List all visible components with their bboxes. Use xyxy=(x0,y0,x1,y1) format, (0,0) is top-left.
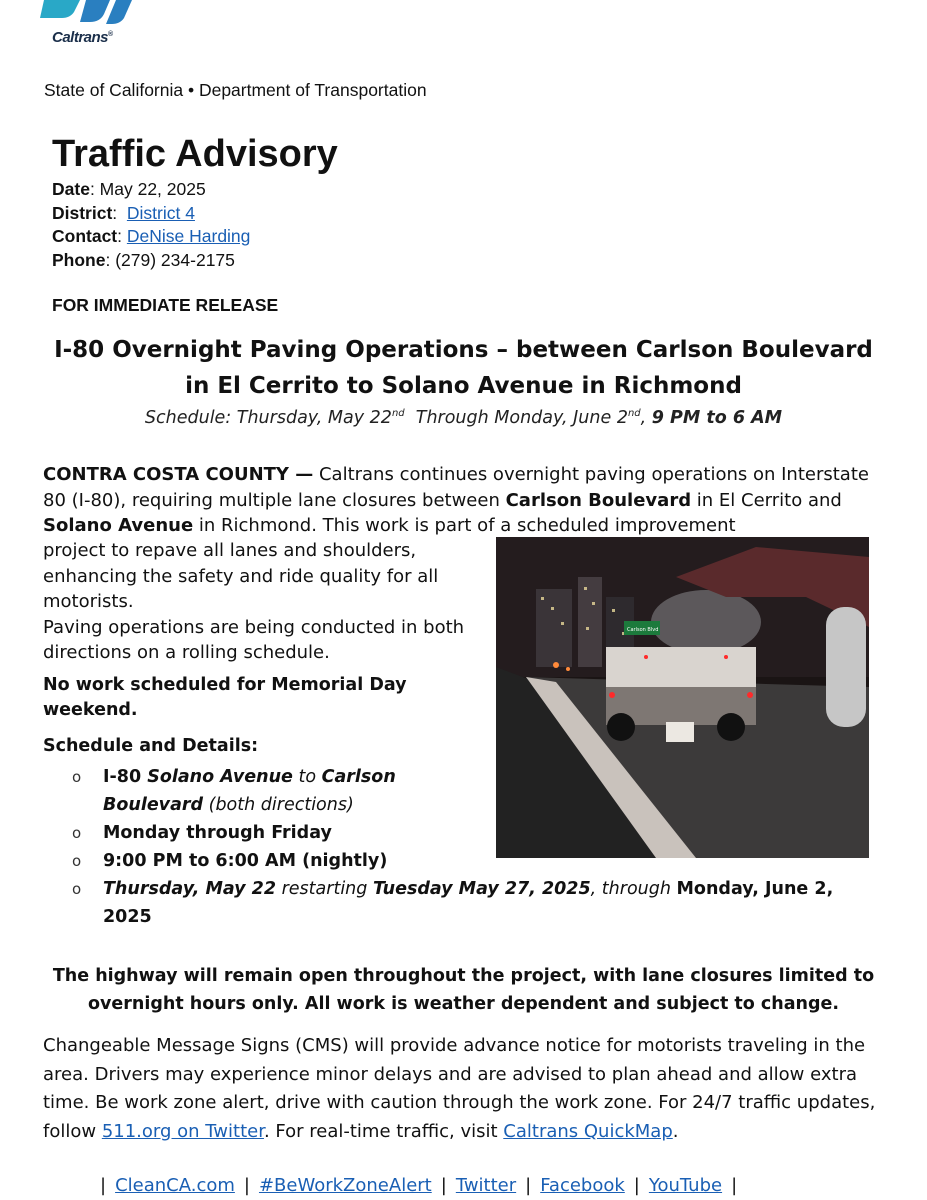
youtube-link[interactable]: YouTube xyxy=(648,1175,723,1196)
list-item: o 9:00 PM to 6:00 AM (nightly) xyxy=(72,851,388,871)
date-row: Date: May 22, 2025 xyxy=(52,179,206,199)
511-twitter-link[interactable]: 511.org on Twitter xyxy=(101,1120,264,1142)
release-label: FOR IMMEDIATE RELEASE xyxy=(52,295,279,315)
district-link[interactable]: District 4 xyxy=(126,202,195,223)
sign-text: Carlson Blvd xyxy=(627,627,659,633)
district-row: District: District 4 xyxy=(52,202,195,223)
twitter-link[interactable]: Twitter xyxy=(455,1175,517,1196)
intro-paragraph: CONTRA COSTA COUNTY — Caltrans continues overnight paving operations on Interstate 80 (I-80), requiring multiple lane closures between Carlson Boulevard in El Cerrito and Solano Avenue in Richmond. This work is part of a scheduled improvement xyxy=(43,464,869,536)
quickmap-link[interactable]: Caltrans QuickMap xyxy=(503,1120,673,1142)
cms-paragraph: Changeable Message Signs (CMS) will provide advance notice for motorists traveling in the area. Drivers may experience minor delays and are advised to plan ahead and allow extra time. Be work zone alert, drive with caution through the work zone. For 24/7 traffic updates, follow 511.org on Twitter. For real-time traffic, visit Caltrans QuickMap. xyxy=(43,1035,876,1142)
logo-wordmark: Caltrans® xyxy=(52,29,113,46)
schedule-heading: Schedule and Details: xyxy=(43,736,259,756)
facebook-link[interactable]: Facebook xyxy=(540,1175,625,1196)
phone-row: Phone: (279) 234-2175 xyxy=(52,249,235,270)
beworkzonealert-link[interactable]: #BeWorkZoneAlert xyxy=(258,1175,432,1196)
no-work-notice: No work scheduled for Memorial Day weekend. xyxy=(43,675,407,720)
advisory-meta xyxy=(52,178,250,272)
headline: I-80 Overnight Paving Operations – between Carlson Boulevard in El Cerrito to Solano Avenue in Richmond xyxy=(54,337,873,399)
list-item: o Thursday, May 22 restarting Tuesday May 27, 2025, through Monday, June 2, 2025 xyxy=(72,879,834,927)
highway-open-notice: The highway will remain open throughout the project, with lane closures limited to overnight hours only. All work is weather dependent and subject to change. xyxy=(52,966,875,1014)
list-item: o Monday through Friday xyxy=(72,823,332,843)
cleanca-link[interactable]: CleanCA.com xyxy=(115,1175,235,1196)
page-title: Traffic Advisory xyxy=(52,133,338,175)
contact-link[interactable]: DeNise Harding xyxy=(126,226,251,246)
schedule-summary: Schedule: Thursday, May 22nd Through Monday, June 2nd, 9 PM to 6 AM xyxy=(144,408,783,428)
paving-operation-photo xyxy=(496,537,869,858)
intro-paragraph-continued: project to repave all lanes and shoulders, enhancing the safety and ride quality for all motorists. Paving operations are being conducted in both directions on a rolling schedule. xyxy=(43,540,465,663)
contact-row: Contact: DeNise Harding xyxy=(52,226,251,246)
footer-links: | CleanCA.com | #BeWorkZoneAlert | Twitter | Facebook | YouTube | xyxy=(100,1175,738,1196)
agency-line: State of California • Department of Transportation xyxy=(44,80,427,100)
list-item: o I-80 Solano Avenue to Carlson Boulevard (both directions) xyxy=(72,767,396,815)
